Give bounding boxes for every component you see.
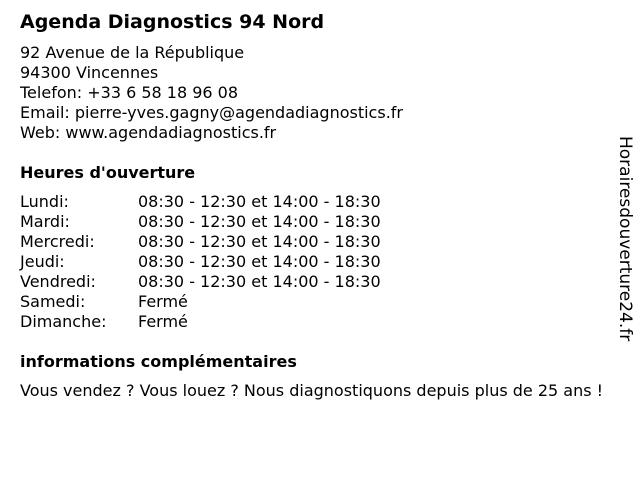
site-brand-vertical: Horairesdouverture24.fr — [615, 136, 635, 342]
hours-value: 08:30 - 12:30 et 14:00 - 18:30 — [138, 252, 381, 271]
website: Web: www.agendadiagnostics.fr — [20, 123, 277, 142]
hours-value: 08:30 - 12:30 et 14:00 - 18:30 — [138, 272, 381, 291]
hours-row-thursday — [20, 252, 610, 272]
hours-row-sunday — [20, 312, 610, 332]
additional-info-text: Vous vendez ? Vous louez ? Nous diagnostiquons depuis plus de 25 ans ! — [20, 381, 604, 400]
day-label: Samedi: — [20, 292, 86, 311]
hours-row-saturday — [20, 292, 610, 312]
address-line-1: 92 Avenue de la République — [20, 43, 245, 62]
business-card — [20, 10, 610, 401]
day-label: Jeudi: — [20, 252, 65, 271]
additional-info-heading: informations complémentaires — [20, 352, 297, 371]
hours-row-wednesday — [20, 232, 610, 252]
phone-number: Telefon: +33 6 58 18 96 08 — [20, 83, 239, 102]
day-label: Mardi: — [20, 212, 70, 231]
opening-hours-heading: Heures d'ouverture — [20, 163, 196, 182]
hours-row-tuesday — [20, 212, 610, 232]
hours-row-monday — [20, 192, 610, 212]
hours-value: Fermé — [138, 292, 188, 311]
day-label: Vendredi: — [20, 272, 96, 291]
hours-value: Fermé — [138, 312, 188, 331]
address-line-2: 94300 Vincennes — [20, 63, 159, 82]
day-label: Lundi: — [20, 192, 69, 211]
day-label: Dimanche: — [20, 312, 107, 331]
hours-row-friday — [20, 272, 610, 292]
email-address: Email: pierre-yves.gagny@agendadiagnostics.fr — [20, 103, 403, 122]
hours-value: 08:30 - 12:30 et 14:00 - 18:30 — [138, 192, 381, 211]
hours-value: 08:30 - 12:30 et 14:00 - 18:30 — [138, 212, 381, 231]
business-name: Agenda Diagnostics 94 Nord — [20, 11, 325, 33]
opening-hours-table — [20, 192, 610, 332]
day-label: Mercredi: — [20, 232, 95, 251]
hours-value: 08:30 - 12:30 et 14:00 - 18:30 — [138, 232, 381, 251]
